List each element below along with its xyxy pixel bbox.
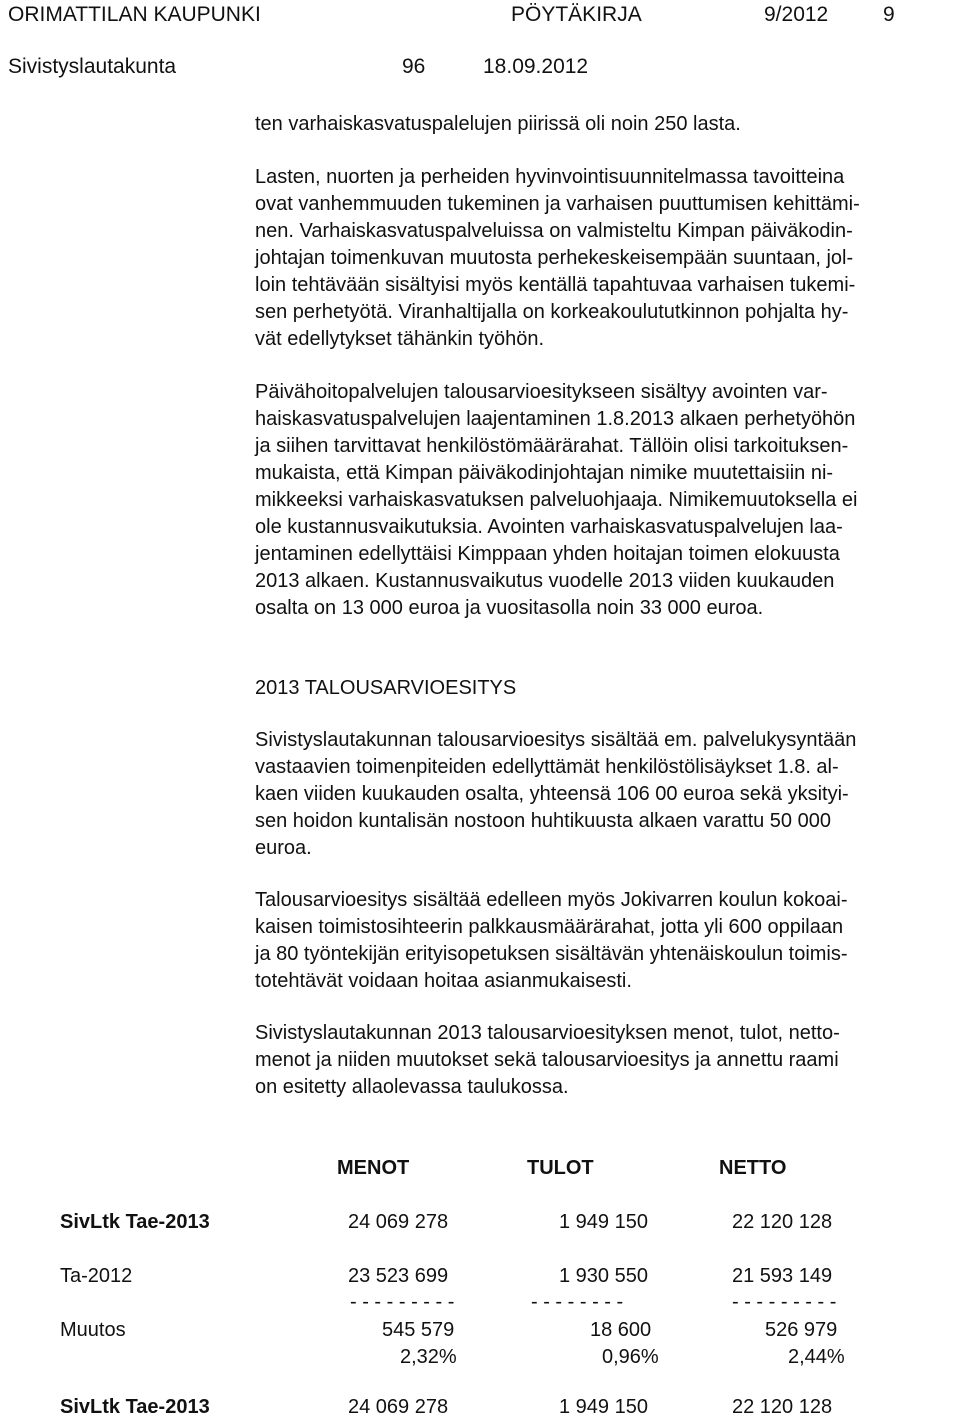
table-row-label: SivLtk Tae-2013 [60,1396,210,1418]
paragraph-line: Talousarvioesitys sisältää edelleen myös Jokivarren koulun kokoai- [255,889,848,911]
paragraph-line: sen hoidon kuntalisän nostoon huhtikuusta alkaen varattu 50 000 [255,810,831,832]
paragraph-line: haiskasvatuspalvelujen laajentaminen 1.8.2013 alkaen perhetyöhön [255,408,856,430]
paragraph-line: kaisen toimistosihteerin palkkausmäärärahat, jotta yli 600 oppilaan [255,916,844,938]
table-cell-separator: - - - - - - - - - [350,1291,455,1313]
table-cell-tulot: 1 949 150 [559,1211,648,1233]
paragraph-line: vät edellytykset tähänkin työhön. [255,328,545,350]
paragraph-line: ole kustannusvaikutuksia. Avointen varhaiskasvatuspalvelujen laa- [255,516,843,538]
table-cell-menot: 24 069 278 [348,1396,449,1418]
paragraph-line: Päivähoitopalvelujen talousarvioesitykseen sisältyy avointen var- [255,381,828,403]
table-cell-tulot: 1 930 550 [559,1265,648,1287]
table-header-netto: NETTO [719,1157,787,1179]
table-header-tulot: TULOT [527,1157,594,1179]
table-cell-netto: 22 120 128 [732,1396,833,1418]
paragraph-line: on esitetty allaolevassa taulukossa. [255,1076,569,1098]
table-cell-netto: 526 979 [765,1319,838,1341]
paragraph-line: Lasten, nuorten ja perheiden hyvinvointisuunnitelmassa tavoitteina [255,166,845,188]
table-cell-netto: 21 593 149 [732,1265,833,1287]
table-cell-tulot-pct: 0,96% [602,1346,659,1368]
paragraph-line: nen. Varhaiskasvatuspalveluissa on valmisteltu Kimpan päiväkodin- [255,220,853,242]
paragraph-line: vastaavien toimenpiteiden edellyttämät henkilöstölisäykset 1.8. al- [255,756,839,778]
paragraph-line: sen perhetyötä. Viranhaltijalla on korkeakoulututkinnon pohjalta hy- [255,301,849,323]
paragraph-line: osalta on 13 000 euroa ja vuositasolla noin 33 000 euroa. [255,597,764,619]
paragraph-line: 2013 alkaen. Kustannusvaikutus vuodelle 2013 viiden kuukauden [255,570,835,592]
table-cell-menot: 23 523 699 [348,1265,449,1287]
paragraph-line: totehtävät voidaan hoitaa asianmukaisesti. [255,970,632,992]
table-row-label: Ta-2012 [60,1265,133,1287]
paragraph-line: mikkeeksi varhaiskasvatuksen palveluohjaaja. Nimikemuutoksella ei [255,489,858,511]
header-doc-number: 9/2012 [764,3,829,26]
table-cell-tulot: 18 600 [590,1319,652,1341]
table-header-menot: MENOT [337,1157,410,1179]
paragraph-line: loin tehtävään sisältyisi myös kentällä tapahtuvaa varhaisen tukemi- [255,274,856,296]
paragraph-line: johtajan toimenkuvan muutosta perhekeskeisempään suuntaan, jol- [255,247,854,269]
table-row-label: Muutos [60,1319,126,1341]
table-cell-netto-pct: 2,44% [788,1346,845,1368]
table-cell-menot: 545 579 [382,1319,455,1341]
header-doc-type: PÖYTÄKIRJA [511,3,642,26]
table-cell-tulot: 1 949 150 [559,1396,648,1418]
table-cell-netto: 22 120 128 [732,1211,833,1233]
section-heading: 2013 TALOUSARVIOESITYS [255,677,517,699]
paragraph-line: ten varhaiskasvatuspalelujen piirissä oli noin 250 lasta. [255,113,741,135]
table-cell-separator: - - - - - - - - - [732,1291,837,1313]
paragraph-line: ja 80 työntekijän erityisopetuksen sisältävän yhtenäiskoulun toimis- [255,943,848,965]
table-cell-menot-pct: 2,32% [400,1346,457,1368]
header-city: ORIMATTILAN KAUPUNKI [8,3,261,26]
paragraph-line: Sivistyslautakunnan 2013 talousarvioesityksen menot, tulot, netto- [255,1022,840,1044]
header-date: 18.09.2012 [483,55,589,78]
header-section: 96 [402,55,426,78]
paragraph-line: mukaista, että Kimpan päiväkodinjohtajan nimike muutettaisiin ni- [255,462,834,484]
paragraph-line: menot ja niiden muutokset sekä talousarvioesitys ja annettu raami [255,1049,839,1071]
paragraph-line: euroa. [255,837,312,859]
paragraph-line: ovat vanhemmuuden tukeminen ja varhaisen puuttumisen kehittämi- [255,193,860,215]
table-row-label: SivLtk Tae-2013 [60,1211,210,1233]
paragraph-line: kaen viiden kuukauden osalta, yhteensä 106 00 euroa sekä yksityi- [255,783,849,805]
table-cell-separator: - - - - - - - - [531,1291,624,1313]
header-page-number: 9 [883,3,895,26]
header-board: Sivistyslautakunta [8,55,177,78]
paragraph-line: ja siihen tarvittavat henkilöstömäärärahat. Tällöin olisi tarkoituksen- [255,435,849,457]
table-cell-menot: 24 069 278 [348,1211,449,1233]
paragraph-line: Sivistyslautakunnan talousarvioesitys sisältää em. palvelukysyntään [255,729,857,751]
paragraph-line: jentaminen edellyttäisi Kimppaan yhden hoitajan toimen elokuusta [255,543,840,565]
